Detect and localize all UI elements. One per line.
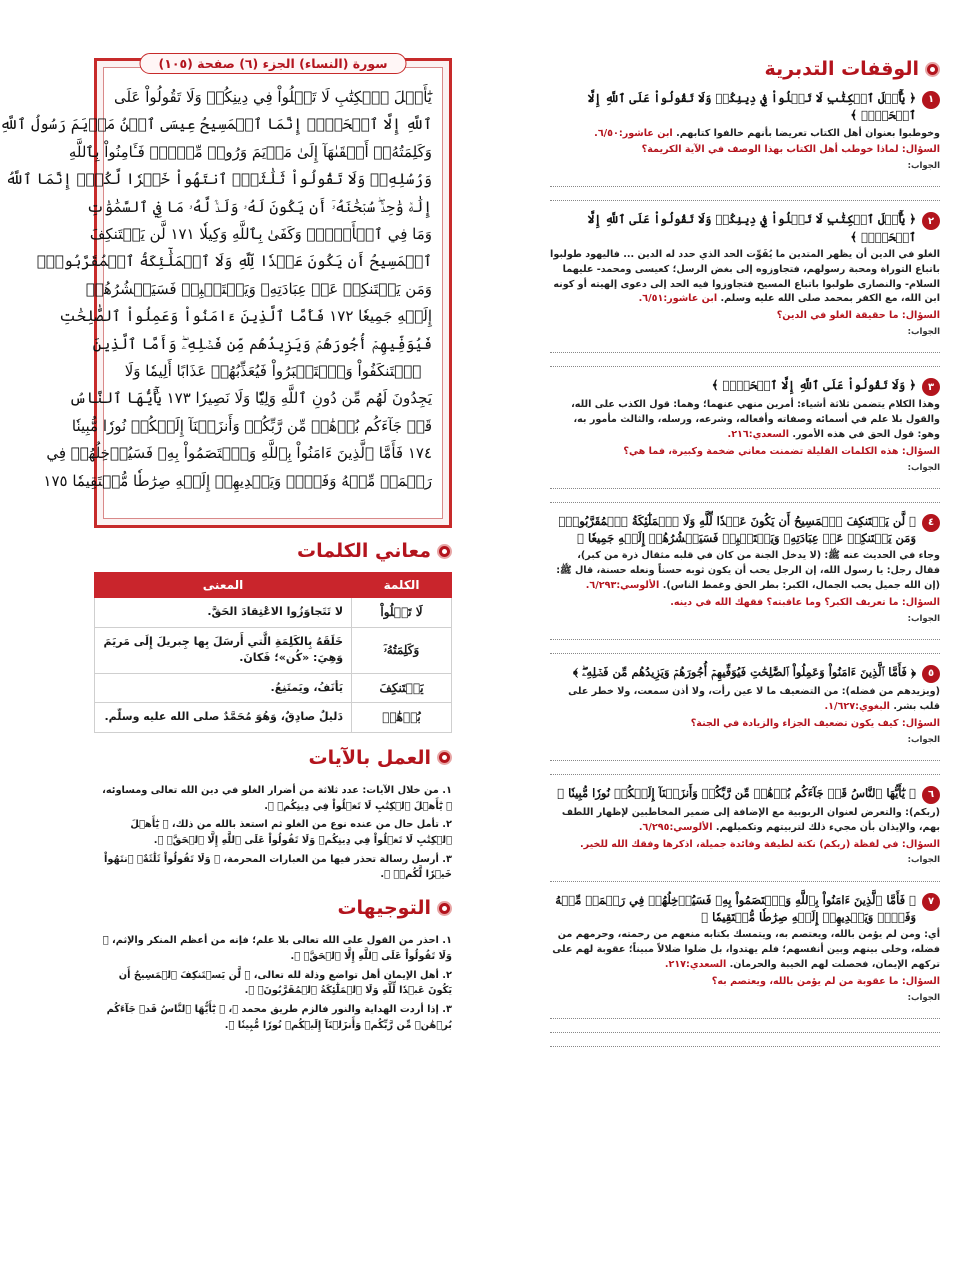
reflection-verse: ﴿ يَٰٓأَهۡلَ ٱلۡكِتَٰبِ لَا تَغۡلُواْ فِي دِينِكُمۡ وَلَا تَقُولُواْ عَلَى ٱللَّهِ إِلَّا ٱلۡحَقَّۚ ﴾ [587,91,916,123]
meaning-cell: يَأنَفُ، ويَمتَنِعُ. [95,673,352,703]
word-cell: وَكَلِمَتُهُۥٓ [352,627,452,673]
mushaf-page [0,56,443,519]
reflection-item [550,785,940,882]
answer-line[interactable] [550,475,940,489]
words-heading [94,540,452,562]
rosette-icon [437,750,452,765]
word-column-header: الكلمة [352,573,452,598]
rosette-icon [925,62,940,77]
reflection-number: ٥ [922,665,940,683]
answer-line[interactable] [550,1033,940,1047]
reflections-heading [550,58,940,80]
reflection-verse: ﴿ فَأَمَّا ٱلَّذِينَ ءَامَنُواْ وَعَمِلُواْ ٱلصَّٰلِحَٰتِ فَيُوَفِّيهِمۡ أُجُورَهُمۡ وَيَزِيدُهُم مِّن فَضۡلِهِۦۖ ﴾ [572,665,916,680]
reflection-item [550,211,940,367]
reflection-verse: ﴿ وَلَا تَقُولُواْ عَلَى ٱللَّهِ إِلَّا ٱلۡحَقَّۚ ﴾ [711,378,916,393]
mushaf-line: ٱللَّهِ إِلَّا ٱلۡحَقَّۚ إِنَّمَا ٱلۡمَسِيحُ عِيسَى ٱبۡنُ مَرۡيَمَ رَسُولُ ٱللَّهِ [0,115,432,134]
mushaf-line: يَٰٓأَهۡلَ ٱلۡكِتَٰبِ لَا تَغۡلُواْ فِي دِينِكُمۡ وَلَا تَقُولُواْ عَلَى [114,88,432,106]
mushaf-line: ٱلۡمَسِيحُ أَن يَكُونَ عَبۡدٗا لِّلَّهِ وَلَا ٱلۡمَلَٰٓئِكَةُ ٱلۡمُقَرَّبُونَۚ [36,252,432,271]
reflection-verse: ﴿ يَٰٓأَهۡلَ ٱلۡكِتَٰبِ لَا تَغۡلُواْ فِي دِينِكُمۡ وَلَا تَقُولُواْ عَلَى ٱللَّهِ إِلَّا ٱلۡحَقَّۚ ﴾ [587,212,916,244]
reflection-question: السؤال: ما حقيقة الغلو في الدين؟ [776,310,940,322]
meaning-cell: لا تَتَجاوَزُوا الاعْتِقادَ الحَقَّ. [95,598,352,628]
meaning-column-header: المعنى [95,573,352,598]
reflection-body: أي: ومن لم يؤمن بالله، ويعتصم به، ويتمسك بكتابه منعهم من رحمته، وحرمهم من فضله، وخلى بينهم وبين أنفسهم؛ فلم يهتدوا، بل ضلوا ضلالاً مبيناً؛ عقوبة لهم على تركهم الإيمان، فحصلت لهم الخيبة والحرمان. [552,929,940,970]
reflections-column [550,58,940,1057]
answer-line[interactable] [550,640,940,654]
reflection-source: ابن عاشور:٦/٥٠. [594,127,673,139]
mushaf-page-title: سورة (النساء) الجزء (٦) صفحة (١٠٥) [140,53,407,74]
practice-heading [94,743,452,773]
reflection-body: وهذا الكلام يتضمن ثلاثة أشياء: أمرين منهي عنهما؛ وهما: قول الكذب على الله، والقول بلا علم في أسمائه وصفاته وأفعاله، وشرعه، ورسله، والثالث مأمور به، وهو: قول الحق في هذه الأمور. [571,399,940,441]
mushaf-line: قَدۡ جَآءَكُم بُرۡهَٰنٞ مِّن رَّبِّكُمۡ وَأَنزَلۡنَآ إِلَيۡكُمۡ نُورٗا مُّبِينٗا [71,416,432,435]
reflection-body: (ربكم): والتعرض لعنوان الربوبية مع الإضافة إلى ضمير المخاطبين لإظهار اللطف بهم، والإيذان بأن مجيء ذلك لتربيتهم وتكميلهم. [561,806,940,833]
word-cell: يَسۡتَنكِفَ [352,673,452,703]
reflection-source: البغوي:١/٦٢٧. [824,700,890,712]
answer-label: الجواب: [907,992,940,1003]
reflections-title: الوقفات التدبرية [764,58,919,80]
mushaf-line: رَحۡمَةٖ مِّنۡهُ وَفَضۡلٖ وَيَهۡدِيهِمۡ إِلَيۡهِ صِرَٰطٗا مُّسۡتَقِيمٗا ١٧٥ [43,471,432,490]
answer-line[interactable] [550,1005,940,1019]
mushaf-line: يَجِدُونَ لَهُم مِّن دُونِ ٱللَّهِ وَلِيّٗا وَلَا نَصِيرٗا ١٧٣ يَٰٓأَيُّهَا ٱلنَّاسُ [69,389,432,408]
reflection-source: الألوسي:٦/٢٩٣. [585,580,660,592]
reflection-item [550,90,940,201]
meaning-cell: خَلَقَهُ بِالكَلِمَةِ الَّتي أَرسَلَ بِها جِبريلَ إِلَى مَريَمَ وَهِيَ: «كُن»؛ فَكانَ. [95,627,352,673]
answer-line[interactable] [550,173,940,187]
reflection-question: السؤال: لماذا خوطب أهل الكتاب بهذا الوصف في الآية الكريمة؟ [641,144,940,156]
left-column [0,56,452,1036]
guidance-item: ٢. أهل الإيمان أهل تواضع وذلة لله تعالى، ﴿ لَّن يَسۡتَنكِفَ ٱلۡمَسِيحُ أَن يَكُونَ عَبۡدٗا لِّلَّهِ وَلَا ٱلۡمَلَٰٓئِكَةُ ٱلۡمُقَرَّبُونَۚ ﴾. [118,969,452,997]
words-title: معاني الكلمات [296,540,431,562]
word-meanings-table [94,572,452,733]
mushaf-line: وَمَن يَسۡتَنكِفۡ عَنۡ عِبَادَتِهِۦ وَيَسۡتَكۡبِرۡ فَسَيَحۡشُرُهُمۡ [85,279,432,298]
answer-line[interactable] [550,353,940,367]
reflection-verse: ﴿ لَّن يَسۡتَنكِفَ ٱلۡمَسِيحُ أَن يَكُونَ عَبۡدٗا لِّلَّهِ وَلَا ٱلۡمَلَٰٓئِكَةُ ٱلۡمُقَرَّبُونَۚ وَمَن يَسۡتَنكِفۡ عَنۡ عِبَادَتِهِۦ وَيَسۡتَكۡبِرۡ فَسَيَحۡشُرُهُمۡ إِلَيۡهِ جَمِيعٗا ﴾ [558,513,916,546]
mushaf-line: وَرُسُلِهِۦۖ وَلَا تَقُولُواْ ثَلَٰثَةٌۚ ٱنتَهُواْ خَيۡرٗا لَّكُمۡۚ إِنَّمَا ٱللَّهُ [5,170,432,189]
reflection-question: السؤال: ما عقوبة من لم يؤمن بالله، ويعتصم به؟ [711,975,940,987]
answer-line[interactable] [550,747,940,761]
answer-line[interactable] [550,489,940,503]
mushaf-line: ١٧٤ فَأَمَّا ٱلَّذِينَ ءَامَنُواْ بِٱللَّهِ وَٱعۡتَصَمُواْ بِهِۦ فَسَيُدۡخِلُهُمۡ فِي [46,444,432,463]
reflection-source: الألوسي:٦/٢٩٥. [638,821,713,833]
rosette-icon [437,544,452,559]
word-cell: بُرۡهَٰنٞ [352,703,452,733]
table-header-row [95,573,452,598]
table-row [95,627,452,673]
guidance-heading [94,893,452,923]
mushaf-text [0,84,432,495]
reflection-item [550,892,940,1047]
answer-label: الجواب: [907,734,940,745]
answer-label: الجواب: [907,161,940,172]
reflection-number: ٤ [922,514,940,532]
reflection-source: ابن عاشور:٦/٥١. [638,293,718,305]
reflection-question: السؤال: في لفظة (ربكم) نكتة لطيفة وفائدة جميلة، اذكرها وفقك الله للخير. [580,838,940,850]
reflection-number: ٦ [922,786,940,804]
guidance-item: ١. احذر من القول على الله تعالى بلا علم؛ فإنه من أعظم المنكر والإثم، ﴿ وَلَا تَقُولُواْ عَلَى ٱللَّهِ إِلَّا ٱلۡحَقَّۚ ﴾. [102,935,452,962]
reflection-body: (ويزيدهم من فضله): من التضعيف ما لا عين رأت، ولا أذن سمعت، ولا خطر على قلب بشر. [568,686,940,712]
reflection-item [550,377,940,503]
practice-item: ٣. أرسل رسالة تحذر فيها من العبارات المحرمة، ﴿ وَلَا تَقُولُواْ ثَلَٰثَةٌۚ ٱنتَهُواْ خَيۡرٗا لَّكُمۡۚ ﴾. [104,853,452,881]
mushaf-line: وَمَا فِي ٱلۡأَرۡضِۗ وَكَفَىٰ بِٱللَّهِ وَكِيلٗا ١٧١ لَّن يَسۡتَنكِفَ [89,225,432,244]
mushaf-line: إِلَيۡهِ جَمِيعٗا ١٧٢ فَأَمَّا ٱلَّذِينَ ءَامَنُواْ وَعَمِلُواْ ٱلصَّٰلِحَٰتِ [59,307,432,326]
reflection-body: وخوطبوا بعنوان أهل الكتاب تعريضا بأنهم خالفوا كتابهم. [676,127,940,139]
answer-line[interactable] [550,1019,940,1033]
mushaf-line: ٱسۡتَنكَفُواْ وَٱسۡتَكۡبَرُواْ فَيُعَذِّبُهُمۡ عَذَابًا أَلِيمٗا وَلَا [124,362,422,381]
reflection-number: ٣ [922,378,940,396]
answer-label: الجواب: [907,613,940,624]
mushaf-page-frame [0,56,452,528]
reflection-body: وجاء في الحديث عنه ﷺ: (لا يدخل الجنة من كان في قلبه مثقال ذرة من كبر)، فقال رجل: يا رسول الله، إن الرجل يحب أن يكون ثوبه حسناً ونعله حسنة، قال ﷺ: (إن الله جميل يحب الجمال، الكبر: بطر الحق وغمط الناس). [556,550,940,592]
table-row [95,598,452,628]
mushaf-line: فَيُوَفِّيهِمۡ أُجُورَهُمۡ وَيَزِيدُهُم مِّن فَضۡلِهِۦۖ وَأَمَّا ٱلَّذِينَ [92,334,432,353]
reflection-number: ٧ [922,893,940,911]
reflection-body: الغلو في الدين أن يظهر المتدين ما يُفَوِّت الحد الذي حدد له الدين ... فاليهود طولبوا باتباع التوراة ومحبة رسولهم، فتجاوزوه إلى بغض الرسل؛ كعيسى ومحمد- عليهما السلام- والنصارى طولبوا باتباع المسيح فتجاوزوا فيه الحد إلى دعوى إلهيته أو كونه ابن الله، مع الكفر بمحمد صلى الله عليه وسلم. [550,248,940,305]
word-cell: لَا تَغۡلُواْ [352,598,452,628]
reflection-item [550,664,940,775]
practice-item: ١. من خلال الآيات: عدد ثلاثة من أضرار الغلو في دين الله تعالى ومساوئه، ﴿ يَٰٓأَهۡلَ ٱلۡكِتَٰبِ لَا تَغۡلُواْ فِي دِينِكُمۡ ﴾. [102,784,452,812]
reflection-question: السؤال: ما تعريف الكبر؟ وما عاقبته؟ فقهك الله في دينه. [670,597,940,609]
meaning-cell: دَليلٌ صادِقٌ، وَهُوَ مُحَمَّدٌ صلى الله عليه وسلّم. [95,703,352,733]
reflection-verse: ﴿ يَٰٓأَيُّهَا ٱلنَّاسُ قَدۡ جَآءَكُم بُرۡهَٰنٞ مِّن رَّبِّكُمۡ وَأَنزَلۡنَآ إِلَيۡكُمۡ نُورٗا مُّبِينٗا ﴾ [557,785,916,800]
answer-label: الجواب: [907,462,940,473]
answer-label: الجواب: [907,327,940,338]
table-row [95,703,452,733]
practice-title: العمل بالآيات [308,746,431,769]
answer-line[interactable] [550,761,940,775]
table-row [95,673,452,703]
rosette-icon [437,901,452,916]
reflection-question: السؤال: هذه الكلمات القليلة تضمنت معاني ضخمة وكبيرة، فما هي؟ [623,445,940,457]
answer-line[interactable] [550,868,940,882]
reflection-number: ٢ [922,212,940,230]
mushaf-line: إِلَٰهٞ وَٰحِدٞۖ سُبۡحَٰنَهُۥٓ أَن يَكُونَ لَهُۥ وَلَدٞۘ لَّهُۥ مَا فِي ٱلسَّمَٰوَٰتِ [86,197,432,216]
reflection-source: السعدي:٢١٧. [664,958,727,970]
practice-item: ٢. تأمل حال من عنده نوع من الغلو ثم استعذ بالله من ذلك، ﴿ يَٰٓأَهۡلَ ٱلۡكِتَٰبِ لَا تَغۡلُواْ فِي دِينِكُمۡ وَلَا تَقُولُواْ عَلَى ٱللَّهِ إِلَّا ٱلۡحَقَّۚ ﴾. [130,819,452,846]
guidance-title: التوجيهات [337,896,431,919]
reflection-question: السؤال: كيف يكون تضعيف الجزاء والزيادة في الجنة؟ [690,717,940,729]
guidance-item: ٣. إذا أردت الهداية والنور فالزم طريق محمد ﷺ، ﴿ يَٰٓأَيُّهَا ٱلنَّاسُ قَدۡ جَآءَكُم بُرۡهَٰنٞ مِّن رَّبِّكُمۡ وَأَنزَلۡنَآ إِلَيۡكُمۡ نُورٗا مُّبِينٗا ﴾. [106,1004,452,1031]
reflection-number: ١ [922,91,940,109]
answer-line[interactable] [550,187,940,201]
answer-line[interactable] [550,339,940,353]
mushaf-line: وَكَلِمَتُهُۥٓ أَلۡقَىٰهَآ إِلَىٰ مَرۡيَمَ وَرُوحٞ مِّنۡهُۖ فَـَٔامِنُواْ بِٱللَّهِ [68,142,432,161]
answer-line[interactable] [550,626,940,640]
guidance-section [94,893,452,1033]
practice-section [94,743,452,883]
reflection-verse: ﴿ فَأَمَّا ٱلَّذِينَ ءَامَنُواْ بِٱللَّهِ وَٱعۡتَصَمُواْ بِهِۦ فَسَيُدۡخِلُهُمۡ فِي رَحۡمَةٖ مِّنۡهُ وَفَضۡلٖ وَيَهۡدِيهِمۡ إِلَيۡهِ صِرَٰطٗا مُّسۡتَقِيمٗا ﴾ [555,892,916,924]
answer-label: الجواب: [907,855,940,866]
reflection-item [550,513,940,654]
reflection-source: السعدي:٢١٦. [727,429,790,441]
